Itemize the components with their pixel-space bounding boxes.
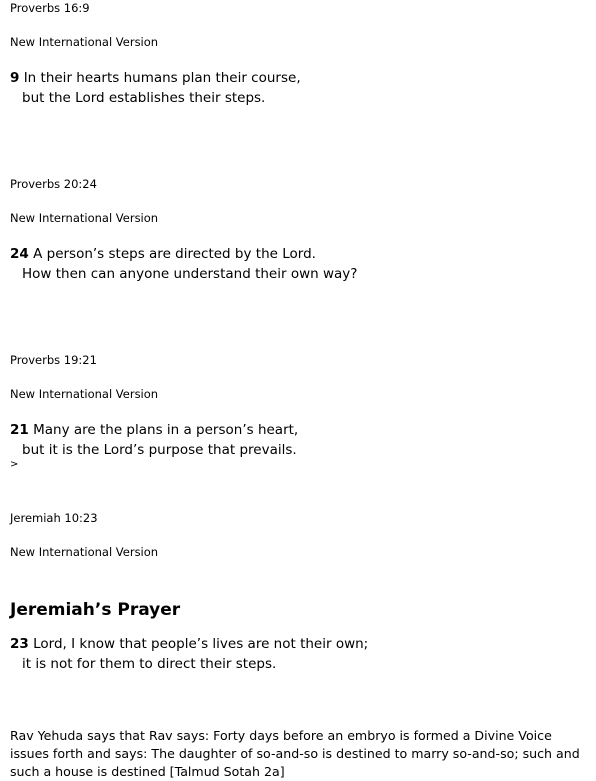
verse-text: Lord, I know that people’s lives are not their own; xyxy=(33,636,369,652)
verse-line-1 xyxy=(10,70,301,86)
verse-text: A person’s steps are directed by the Lord. xyxy=(33,246,316,262)
passage-reference: Jeremiah 10:23 xyxy=(10,511,98,525)
section-heading: Jeremiah’s Prayer xyxy=(10,600,181,620)
verse-line-1 xyxy=(10,246,316,262)
verse-line-1 xyxy=(10,422,298,438)
verse-number: 24 xyxy=(10,246,29,262)
verse-text: In their hearts humans plan their course, xyxy=(23,70,301,86)
bible-version: New International Version xyxy=(10,211,159,225)
verse-line-1 xyxy=(10,636,368,652)
verse-text: Many are the plans in a person’s heart, xyxy=(33,422,299,438)
verse-line-2: but it is the Lord’s purpose that prevails. xyxy=(22,442,297,458)
passage-reference: Proverbs 19:21 xyxy=(10,353,97,367)
verse-number: 23 xyxy=(10,636,29,652)
verse-line-2: How then can anyone understand their own way? xyxy=(22,266,358,282)
verse-number: 21 xyxy=(10,422,29,438)
passage-reference: Proverbs 20:24 xyxy=(10,177,97,191)
stray-marker: > xyxy=(10,459,19,470)
verse-line-2: it is not for them to direct their steps. xyxy=(22,656,277,672)
bible-version: New International Version xyxy=(10,387,159,401)
verse-line-2: but the Lord establishes their steps. xyxy=(22,90,266,106)
bible-version: New International Version xyxy=(10,545,159,559)
verse-number: 9 xyxy=(10,70,20,86)
talmud-quote: Rav Yehuda says that Rav says: Forty days before an embryo is formed a Divine Voice issues forth and says: The daughter of so-and-so is destined to marry so-and-so; such and such a house is destined [Talmud Sotah 2a] xyxy=(10,728,580,779)
bible-version: New International Version xyxy=(10,35,159,49)
passage-reference: Proverbs 16:9 xyxy=(10,1,90,15)
